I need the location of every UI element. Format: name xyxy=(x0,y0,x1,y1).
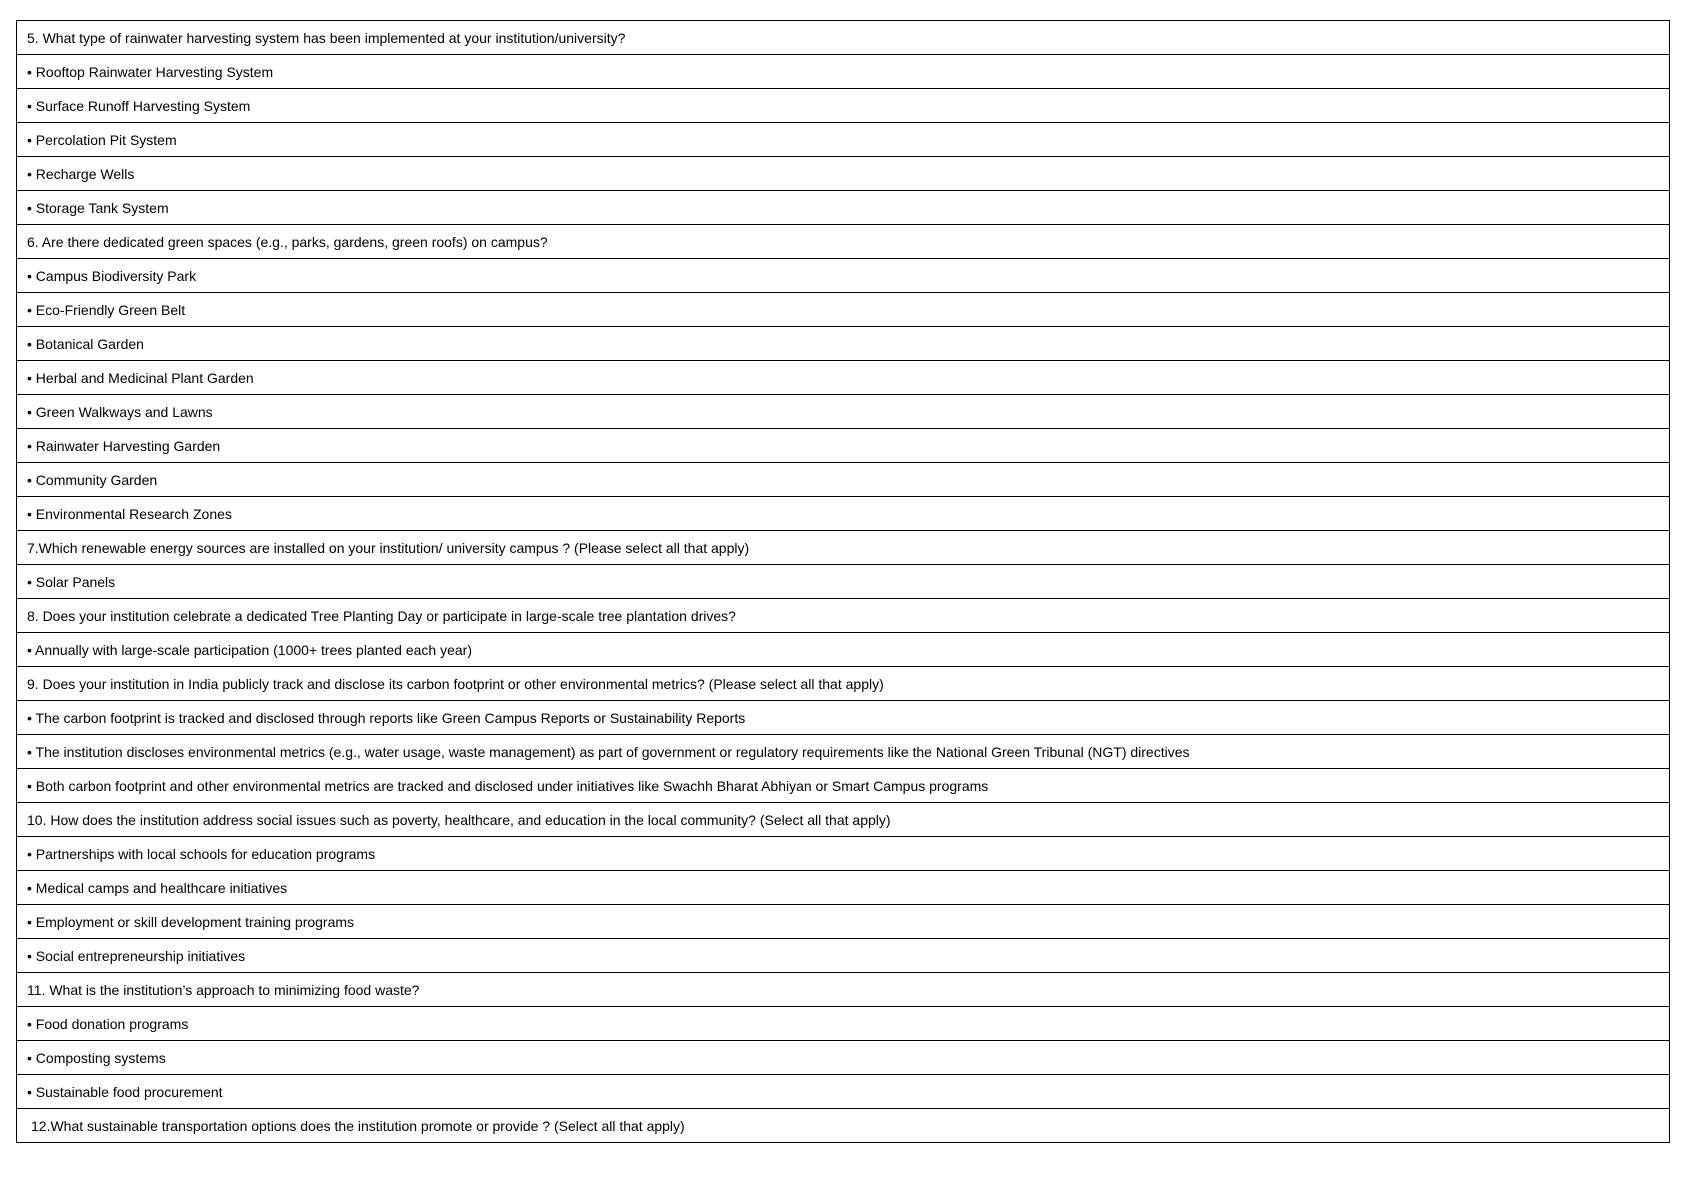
table-row xyxy=(17,259,1670,293)
table-row xyxy=(17,497,1670,531)
table-row xyxy=(17,327,1670,361)
question-12: 12.What sustainable transportation options does the institution promote or provide ? (Select all that apply) xyxy=(17,1109,1670,1143)
table-row xyxy=(17,293,1670,327)
table-row xyxy=(17,837,1670,871)
table-row xyxy=(17,1109,1670,1143)
option-item: • Percolation Pit System xyxy=(17,123,1670,157)
table-row xyxy=(17,395,1670,429)
table-row xyxy=(17,565,1670,599)
option-item: • Community Garden xyxy=(17,463,1670,497)
table-row xyxy=(17,633,1670,667)
table-row xyxy=(17,905,1670,939)
option-item: • Composting systems xyxy=(17,1041,1670,1075)
table-row xyxy=(17,871,1670,905)
option-item: • Rooftop Rainwater Harvesting System xyxy=(17,55,1670,89)
option-item: • Both carbon footprint and other environmental metrics are tracked and disclosed under initiatives like Swachh Bharat Abhiyan or Smart Campus programs xyxy=(17,769,1670,803)
table-row xyxy=(17,973,1670,1007)
table-row xyxy=(17,157,1670,191)
table-row xyxy=(17,667,1670,701)
option-item: • Environmental Research Zones xyxy=(17,497,1670,531)
question-5: 5. What type of rainwater harvesting system has been implemented at your institution/university? xyxy=(17,21,1670,55)
option-item: • Partnerships with local schools for education programs xyxy=(17,837,1670,871)
table-row xyxy=(17,531,1670,565)
table-row xyxy=(17,769,1670,803)
table-row xyxy=(17,21,1670,55)
option-item: • Green Walkways and Lawns xyxy=(17,395,1670,429)
option-item: • Rainwater Harvesting Garden xyxy=(17,429,1670,463)
table-row xyxy=(17,701,1670,735)
table-row xyxy=(17,225,1670,259)
option-item: • The carbon footprint is tracked and disclosed through reports like Green Campus Reports or Sustainability Reports xyxy=(17,701,1670,735)
option-item: • Annually with large-scale participation (1000+ trees planted each year) xyxy=(17,633,1670,667)
question-6: 6. Are there dedicated green spaces (e.g., parks, gardens, green roofs) on campus? xyxy=(17,225,1670,259)
table-row xyxy=(17,191,1670,225)
option-item: • Social entrepreneurship initiatives xyxy=(17,939,1670,973)
option-item: • The institution discloses environmental metrics (e.g., water usage, waste management) as part of government or regulatory requirements like the National Green Tribunal (NGT) directives xyxy=(17,735,1670,769)
option-item: • Surface Runoff Harvesting System xyxy=(17,89,1670,123)
option-item: • Herbal and Medicinal Plant Garden xyxy=(17,361,1670,395)
question-11: 11. What is the institution’s approach to minimizing food waste? xyxy=(17,973,1670,1007)
question-9: 9. Does your institution in India publicly track and disclose its carbon footprint or other environmental metrics? (Please select all that apply) xyxy=(17,667,1670,701)
option-item: • Employment or skill development training programs xyxy=(17,905,1670,939)
question-10: 10. How does the institution address social issues such as poverty, healthcare, and education in the local community? (Select all that apply) xyxy=(17,803,1670,837)
option-item: • Sustainable food procurement xyxy=(17,1075,1670,1109)
option-item: • Food donation programs xyxy=(17,1007,1670,1041)
table-row xyxy=(17,1075,1670,1109)
option-item: • Storage Tank System xyxy=(17,191,1670,225)
option-item: • Medical camps and healthcare initiatives xyxy=(17,871,1670,905)
table-row xyxy=(17,1007,1670,1041)
option-item: • Recharge Wells xyxy=(17,157,1670,191)
option-item: • Campus Biodiversity Park xyxy=(17,259,1670,293)
option-item: • Botanical Garden xyxy=(17,327,1670,361)
table-row xyxy=(17,89,1670,123)
table-row xyxy=(17,463,1670,497)
table-row xyxy=(17,1041,1670,1075)
table-row xyxy=(17,599,1670,633)
table-row xyxy=(17,361,1670,395)
survey-table xyxy=(16,20,1670,1143)
option-item: • Eco-Friendly Green Belt xyxy=(17,293,1670,327)
option-item: • Solar Panels xyxy=(17,565,1670,599)
question-7: 7.Which renewable energy sources are installed on your institution/ university campus ? (Please select all that apply) xyxy=(17,531,1670,565)
table-row xyxy=(17,803,1670,837)
table-row xyxy=(17,429,1670,463)
question-8: 8. Does your institution celebrate a dedicated Tree Planting Day or participate in large-scale tree plantation drives? xyxy=(17,599,1670,633)
table-row xyxy=(17,55,1670,89)
table-row xyxy=(17,939,1670,973)
table-row xyxy=(17,123,1670,157)
table-row xyxy=(17,735,1670,769)
